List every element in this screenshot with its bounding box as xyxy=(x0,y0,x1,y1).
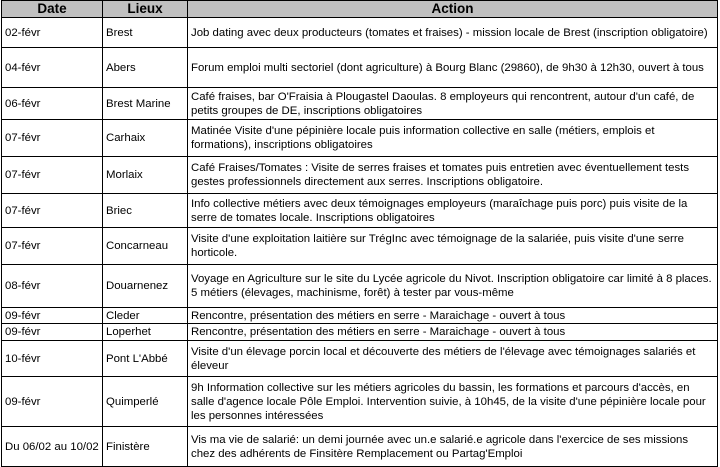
action-cell: Matinée Visite d'une pépinière locale puis information collective en salle (métiers, emplois et formations), inscriptions obligatoires xyxy=(188,120,718,157)
table-row xyxy=(2,228,718,265)
table-row xyxy=(2,308,718,324)
table-row xyxy=(2,427,718,467)
lieu-cell: Loperhet xyxy=(103,324,188,341)
date-cell: 07-févr xyxy=(2,194,103,228)
table-row xyxy=(2,88,718,120)
date-cell: Du 06/02 au 10/02 xyxy=(2,427,103,467)
action-cell: Job dating avec deux producteurs (tomates et fraises) - mission locale de Brest (inscription obligatoire) xyxy=(188,18,718,48)
action-cell: Forum emploi multi sectoriel (dont agriculture) à Bourg Blanc (29860), de 9h30 à 12h30, ouvert à tous xyxy=(188,48,718,88)
action-cell: Visite d'un élevage porcin local et découverte des métiers de l'élevage avec témoignages salariés et éleveur xyxy=(188,341,718,377)
lieu-cell: Brest Marine xyxy=(103,88,188,120)
table-row xyxy=(2,120,718,157)
date-cell: 07-févr xyxy=(2,157,103,194)
table-row xyxy=(2,265,718,308)
date-cell: 10-févr xyxy=(2,341,103,377)
table-body xyxy=(2,18,718,467)
lieu-cell: Morlaix xyxy=(103,157,188,194)
date-cell: 09-févr xyxy=(2,308,103,324)
header-date: Date xyxy=(2,1,103,18)
lieu-cell: Pont L'Abbé xyxy=(103,341,188,377)
date-cell: 06-févr xyxy=(2,88,103,120)
table-row xyxy=(2,341,718,377)
lieu-cell: Cleder xyxy=(103,308,188,324)
action-cell: Rencontre, présentation des métiers en serre - Maraichage - ouvert à tous xyxy=(188,324,718,341)
date-cell: 08-févr xyxy=(2,265,103,308)
table-row xyxy=(2,377,718,427)
lieu-cell: Quimperlé xyxy=(103,377,188,427)
action-cell: Café Fraises/Tomates : Visite de serres fraises et tomates puis entretien avec éventuellement tests gestes professionnels directement aux serres. Inscriptions obligatoire. xyxy=(188,157,718,194)
date-cell: 09-févr xyxy=(2,377,103,427)
table-row xyxy=(2,48,718,88)
date-cell: 07-févr xyxy=(2,228,103,265)
action-cell: Voyage en Agriculture sur le site du Lycée agricole du Nivot. Inscription obligatoire car limité à 8 places. 5 métiers (élevages, machinisme, forêt) à tester par vous-même xyxy=(188,265,718,308)
date-cell: 07-févr xyxy=(2,120,103,157)
action-cell: Vis ma vie de salarié: un demi journée avec un.e salarié.e agricole dans l'exercice de ses missions chez des adhérents de Finsitère Remplacement ou Partag'Emploi xyxy=(188,427,718,467)
lieu-cell: Carhaix xyxy=(103,120,188,157)
action-cell: Info collective métiers avec deux témoignages employeurs (maraîchage puis porc) puis visite de la serre de tomates locale. Inscriptions obligatoires xyxy=(188,194,718,228)
lieu-cell: Finistère xyxy=(103,427,188,467)
header-row xyxy=(2,1,718,18)
date-cell: 04-févr xyxy=(2,48,103,88)
action-cell: Café fraises, bar O'Fraisia à Plougastel Daoulas. 8 employeurs qui rencontrent, autour d'un café, de petits groupes de DE, inscriptions obligatoires xyxy=(188,88,718,120)
lieu-cell: Abers xyxy=(103,48,188,88)
table-row xyxy=(2,18,718,48)
date-cell: 09-févr xyxy=(2,324,103,341)
header-lieux: Lieux xyxy=(103,1,188,18)
table-row xyxy=(2,194,718,228)
lieu-cell: Briec xyxy=(103,194,188,228)
table-row xyxy=(2,157,718,194)
action-cell: Rencontre, présentation des métiers en serre - Maraichage - ouvert à tous xyxy=(188,308,718,324)
header-action: Action xyxy=(188,1,718,18)
lieu-cell: Concarneau xyxy=(103,228,188,265)
lieu-cell: Douarnenez xyxy=(103,265,188,308)
table-row xyxy=(2,324,718,341)
date-cell: 02-févr xyxy=(2,18,103,48)
schedule-table xyxy=(1,0,718,467)
action-cell: Visite d'une exploitation laitière sur TrégInc avec témoignage de la salariée, puis visite d'une serre horticole. xyxy=(188,228,718,265)
action-cell: 9h Information collective sur les métiers agricoles du bassin, les formations et parcours d'accès, en salle d'agence locale Pôle Emploi. Intervention suivie, à 10h45, de la visite d'une pépinière locale pour les personnes intéressées xyxy=(188,377,718,427)
lieu-cell: Brest xyxy=(103,18,188,48)
